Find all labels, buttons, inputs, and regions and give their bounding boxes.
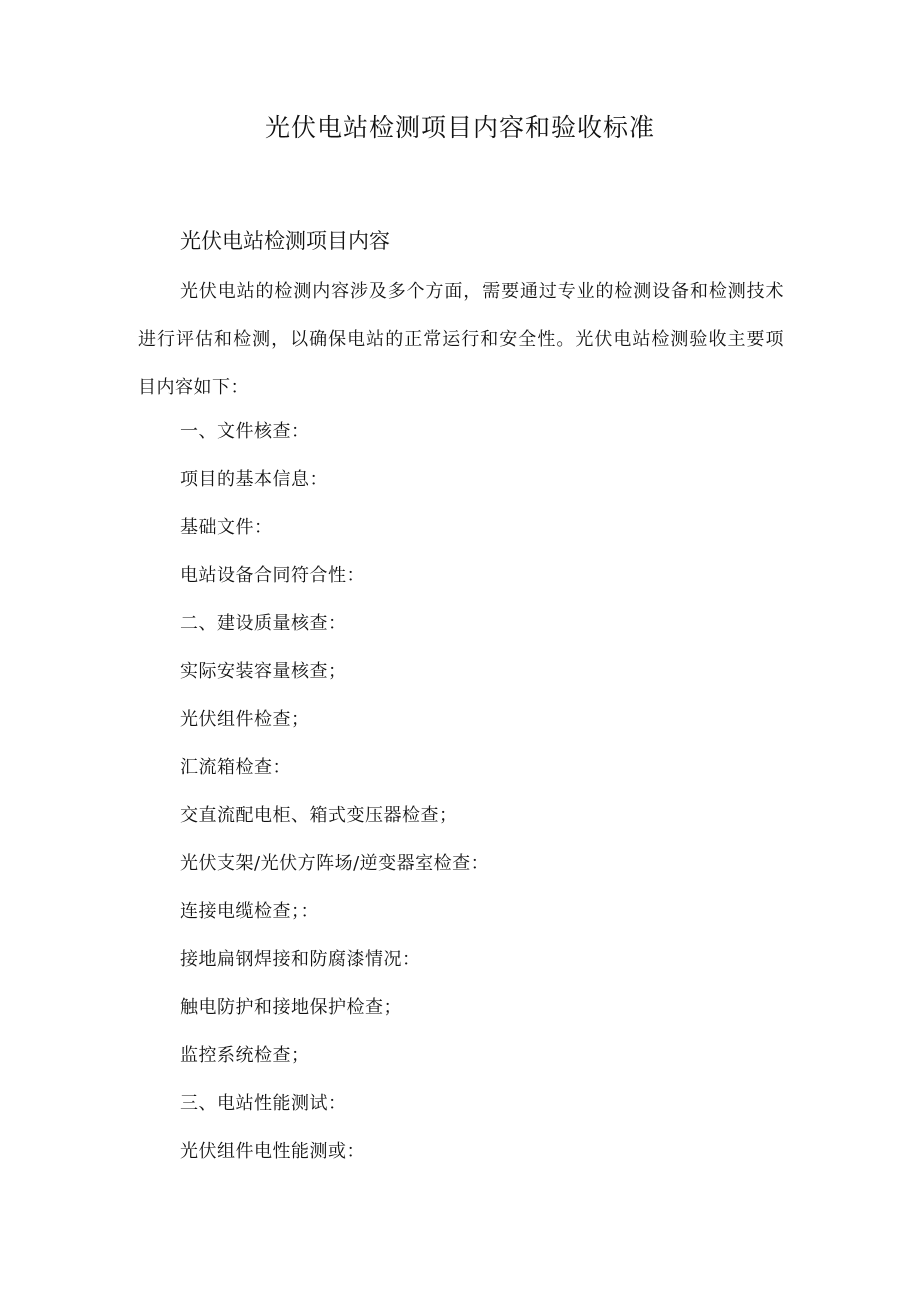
list-item: 二、建设质量核查：	[180, 613, 347, 634]
list-item: 交直流配电柜、箱式变压器检查；	[180, 805, 458, 826]
list-item: 实际安装容量核查；	[180, 661, 347, 682]
list-item: 连接电缆检查；：	[180, 901, 319, 922]
list-item: 触电防护和接地保护检查；	[180, 997, 402, 1018]
list-item: 监控系统检查；	[180, 1045, 310, 1066]
intro-paragraph: 光伏电站的检测内容涉及多个方面，需要通过专业的检测设备和检测技术进行评估和检测，以确保电站的正常运行和安全性。光伏电站检测验收主要项目内容如下：	[138, 281, 784, 398]
list-item: 汇流箱检查：	[180, 757, 291, 778]
list-item: 光伏支架/光伏方阵场/逆变器室检查：	[180, 853, 490, 874]
list-item: 电站设备合同符合性：	[180, 565, 365, 586]
list-item: 项目的基本信息：	[180, 469, 328, 490]
document-title: 光伏电站检测项目内容和验收标准	[264, 113, 655, 142]
list-item: 光伏组件检查；	[180, 709, 310, 730]
list-item: 一、文件核查：	[180, 421, 310, 442]
list-item: 接地扁钢焊接和防腐漆情况：	[180, 949, 421, 970]
list-item: 光伏组件电性能测或：	[180, 1141, 365, 1162]
list-item: 三、电站性能测试：	[180, 1093, 347, 1114]
list-item: 基础文件：	[180, 517, 273, 538]
section-heading: 光伏电站检测项目内容	[180, 229, 390, 253]
